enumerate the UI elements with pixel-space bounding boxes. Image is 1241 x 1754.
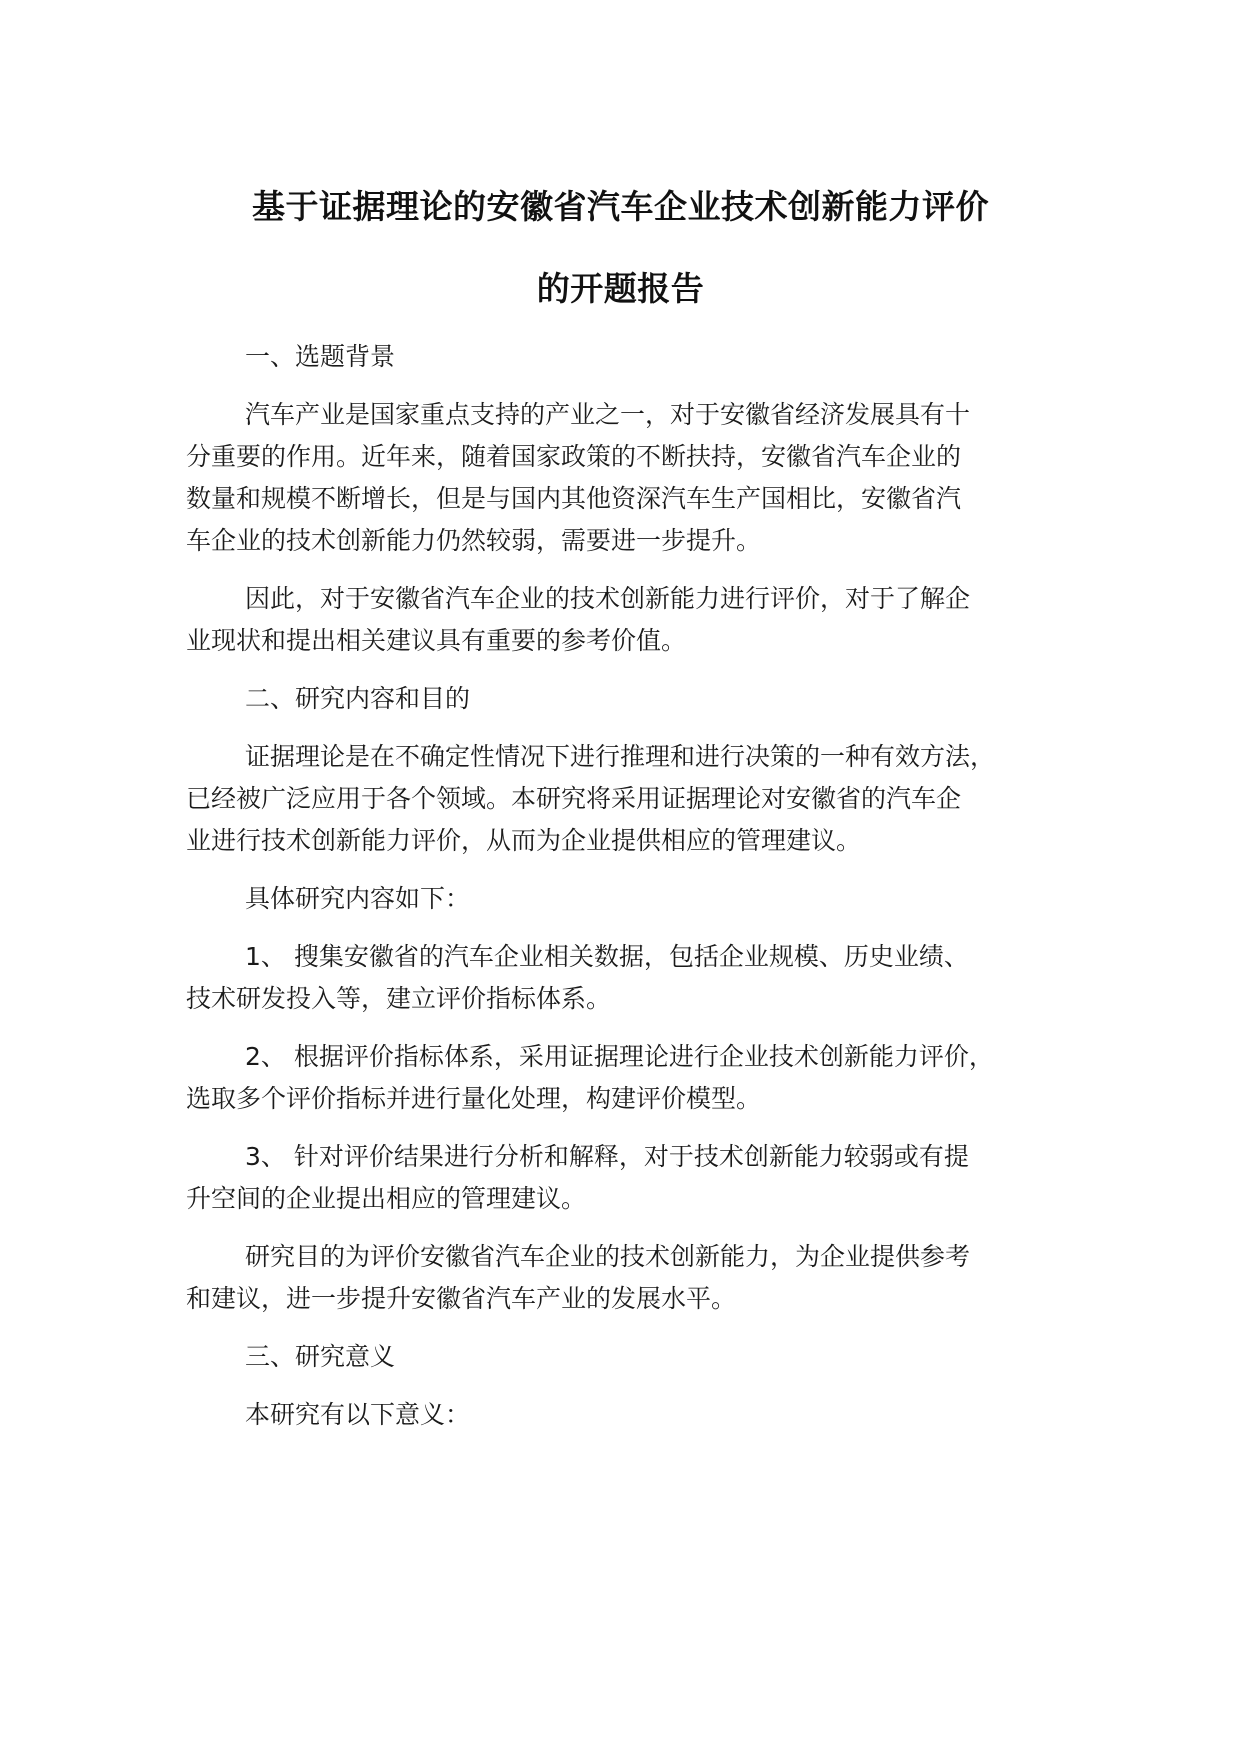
paragraph-line: 已经被广泛应用于各个领域。本研究将采用证据理论对安徽省的汽车企 <box>186 784 962 813</box>
list-item-line: 升空间的企业提出相应的管理建议。 <box>186 1184 587 1213</box>
section-heading-significance: 三、研究意义 <box>245 1342 396 1371</box>
document-title-line-1: 基于证据理论的安徽省汽车企业技术创新能力评价 <box>252 187 989 226</box>
paragraph-line: 车企业的技术创新能力仍然较弱，需要进一步提升。 <box>186 526 762 555</box>
list-item-line: 2、 根据评价指标体系，采用证据理论进行企业技术创新能力评价， <box>245 1042 994 1071</box>
section-heading-content-purpose: 二、研究内容和目的 <box>245 684 471 713</box>
list-item-line: 技术研发投入等，建立评价指标体系。 <box>186 984 612 1013</box>
paragraph-line: 因此，对于安徽省汽车企业的技术创新能力进行评价，对于了解企 <box>245 584 971 613</box>
paragraph-line: 具体研究内容如下： <box>245 884 471 913</box>
list-item-line: 选取多个评价指标并进行量化处理，构建评价模型。 <box>186 1084 762 1113</box>
paragraph-line: 汽车产业是国家重点支持的产业之一，对于安徽省经济发展具有十 <box>245 400 971 429</box>
list-item-line: 3、 针对评价结果进行分析和解释，对于技术创新能力较弱或有提 <box>245 1142 969 1171</box>
paragraph-line: 研究目的为评价安徽省汽车企业的技术创新能力，为企业提供参考 <box>245 1242 971 1271</box>
document-title-line-2: 的开题报告 <box>536 269 705 308</box>
paragraph-line: 本研究有以下意义： <box>245 1400 471 1429</box>
paragraph-line: 证据理论是在不确定性情况下进行推理和进行决策的一种有效方法， <box>245 742 996 771</box>
paragraph-line: 业进行技术创新能力评价，从而为企业提供相应的管理建议。 <box>186 826 862 855</box>
paragraph-line: 分重要的作用。近年来，随着国家政策的不断扶持，安徽省汽车企业的 <box>186 442 962 471</box>
list-item-line: 1、 搜集安徽省的汽车企业相关数据，包括企业规模、历史业绩、 <box>245 942 969 971</box>
paragraph-line: 数量和规模不断增长，但是与国内其他资深汽车生产国相比，安徽省汽 <box>186 484 962 513</box>
section-heading-background: 一、选题背景 <box>245 342 396 371</box>
paragraph-line: 业现状和提出相关建议具有重要的参考价值。 <box>186 626 687 655</box>
paragraph-line: 和建议，进一步提升安徽省汽车产业的发展水平。 <box>186 1284 737 1313</box>
